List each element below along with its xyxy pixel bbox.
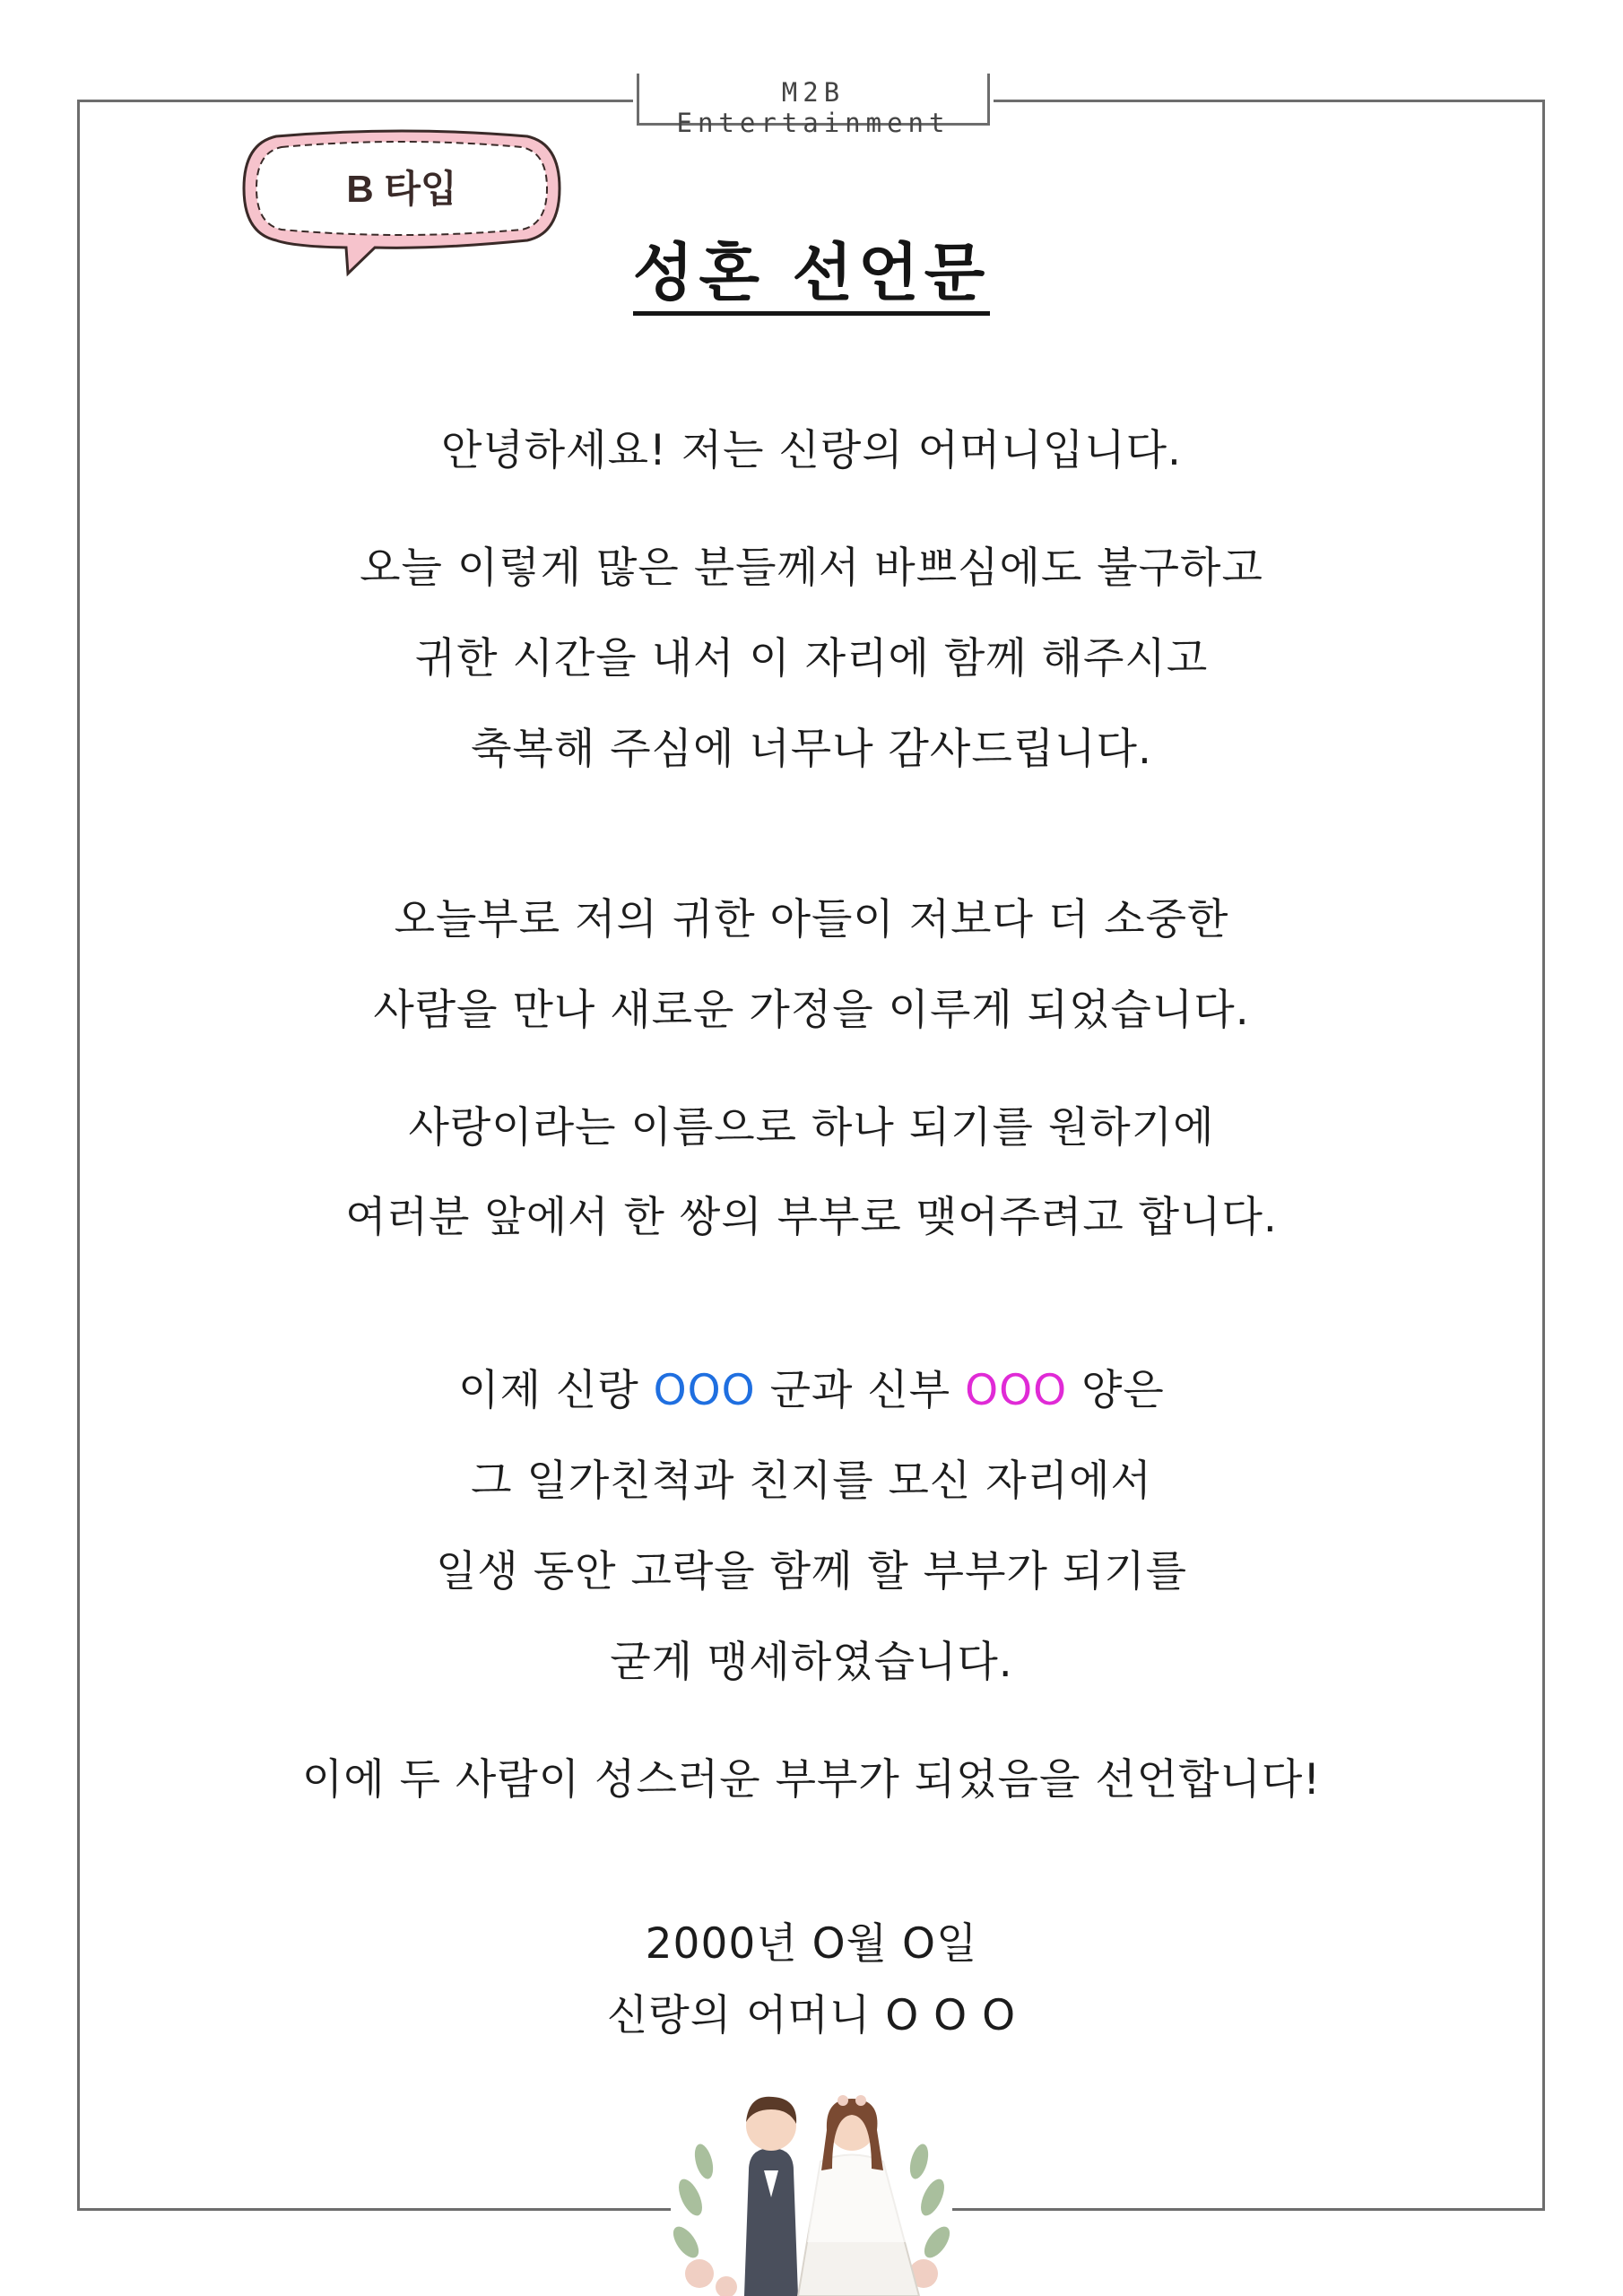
page-title (0, 222, 1623, 313)
bride-name: OOO (965, 1366, 1068, 1415)
body-line-10: 일생 동안 고락을 함께 할 부부가 되기를 (435, 1547, 1188, 1596)
brand-name: M2B Entertainment (676, 77, 950, 138)
vow-line (0, 1357, 1623, 1417)
body-line-4: 축복해 주심에 너무나 감사드립니다. (471, 725, 1152, 774)
body-line-8: 여러분 앞에서 한 쌍의 부부로 맺어주려고 합니다. (345, 1193, 1278, 1242)
body-line-5: 오늘부로 저의 귀한 아들이 저보다 더 소중한 (394, 895, 1229, 944)
wedding-couple-illustration-icon (664, 2063, 959, 2296)
body-line-7: 사랑이라는 이름으로 하나 되기를 원하기에 (408, 1103, 1215, 1152)
vow-prefix: 이제 신랑 (458, 1366, 654, 1415)
vow-middle: 군과 신부 (755, 1366, 966, 1415)
title-text: 성혼 선언문 (633, 236, 990, 316)
declaration-line: 이에 두 사람이 성스러운 부부가 되었음을 선언합니다! (301, 1755, 1322, 1805)
body-line-1: 안녕하세요! 저는 신랑의 어머니입니다. (440, 426, 1183, 475)
body-line-3: 귀한 시간을 내서 이 자리에 함께 해주시고 (414, 634, 1209, 683)
vow-suffix: 양은 (1067, 1366, 1165, 1415)
body-line-6: 사람을 만나 새로운 가정을 이루게 되었습니다. (373, 986, 1250, 1035)
signature-line: 신랑의 어머니 O O O (606, 1991, 1017, 2040)
body-line-9: 그 일가친척과 친지를 모신 자리에서 (471, 1457, 1152, 1506)
groom-name: OOO (653, 1366, 756, 1415)
date-line: 2000년 O월 O일 (645, 1919, 978, 1969)
type-badge-label: B 타입 (346, 168, 457, 210)
body-line-2: 오늘 이렇게 많은 분들께서 바쁘심에도 불구하고 (360, 544, 1263, 593)
body-line-11: 굳게 맹세하였습니다. (610, 1638, 1013, 1687)
